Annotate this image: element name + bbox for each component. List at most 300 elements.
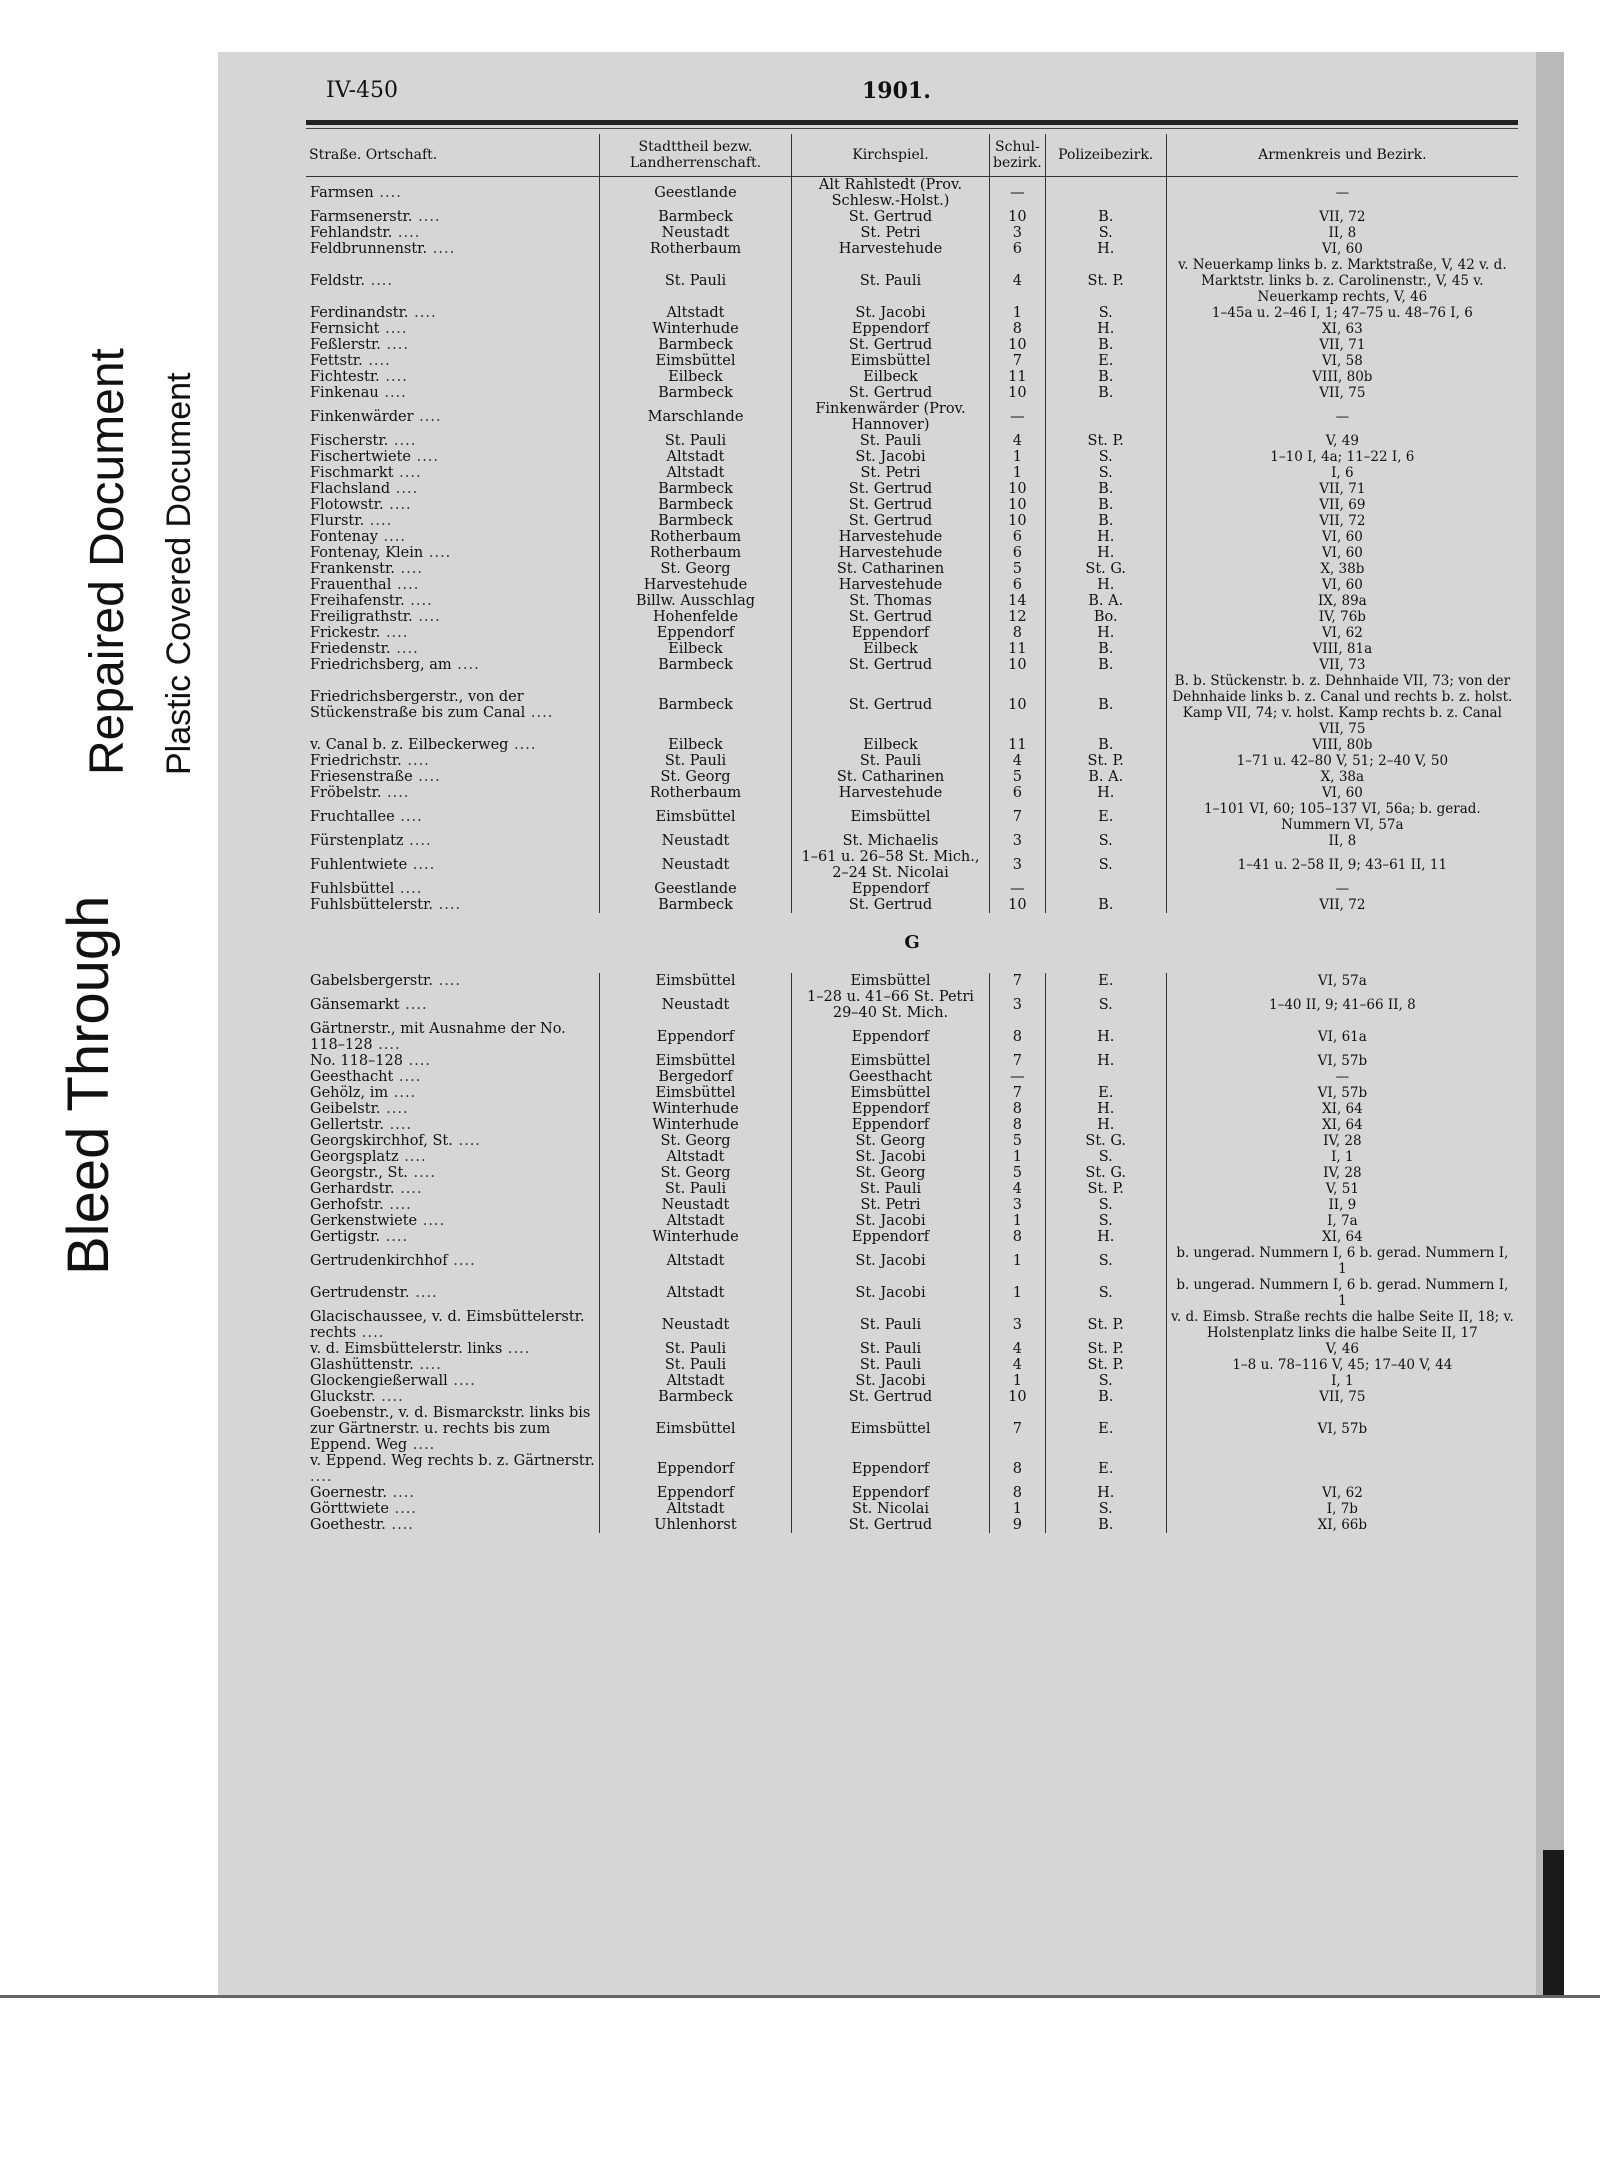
parish: Eppendorf bbox=[851, 321, 930, 337]
school-district: 10 bbox=[1008, 481, 1027, 497]
school-district-cell bbox=[990, 1453, 1046, 1485]
district-cell bbox=[600, 545, 792, 561]
school-district-cell bbox=[990, 989, 1046, 1021]
poor-relief-district: IV, 28 bbox=[1323, 1165, 1362, 1181]
poor-relief-district-cell bbox=[1166, 1165, 1518, 1181]
street-name: Gertrudenkirchhof bbox=[310, 1253, 448, 1269]
parish: Eimsbüttel bbox=[850, 809, 931, 825]
poor-relief-district-cell bbox=[1166, 1501, 1518, 1517]
leader-dots: .... bbox=[413, 409, 442, 425]
street-name-cell bbox=[306, 449, 600, 465]
poor-relief-district: XI, 64 bbox=[1322, 1229, 1363, 1245]
district-cell bbox=[600, 385, 792, 401]
poor-relief-district-cell bbox=[1166, 433, 1518, 449]
district: Eimsbüttel bbox=[655, 973, 736, 989]
poor-relief-district-cell bbox=[1166, 1309, 1518, 1341]
street-name-cell bbox=[306, 513, 600, 529]
leader-dots: .... bbox=[393, 465, 422, 481]
leader-dots: .... bbox=[423, 545, 452, 561]
police-district-cell bbox=[1045, 1405, 1166, 1453]
poor-relief-district-cell bbox=[1166, 209, 1518, 225]
district-cell bbox=[600, 973, 792, 989]
poor-relief-district-cell bbox=[1166, 1133, 1518, 1149]
police-district: B. bbox=[1098, 497, 1114, 513]
police-district-cell bbox=[1045, 257, 1166, 305]
school-district-cell bbox=[990, 1053, 1046, 1069]
poor-relief-district-cell bbox=[1166, 625, 1518, 641]
street-name: Fruchtallee bbox=[310, 809, 395, 825]
school-district-cell bbox=[990, 385, 1046, 401]
poor-relief-district: V, 51 bbox=[1325, 1181, 1359, 1197]
police-district-cell bbox=[1045, 641, 1166, 657]
police-district-cell bbox=[1045, 353, 1166, 369]
police-district-cell bbox=[1045, 989, 1166, 1021]
poor-relief-district-cell bbox=[1166, 989, 1518, 1021]
school-district-cell bbox=[990, 241, 1046, 257]
police-district: S. bbox=[1098, 1501, 1113, 1517]
district-cell bbox=[600, 1021, 792, 1053]
police-district-cell bbox=[1045, 737, 1166, 753]
police-district: B. bbox=[1098, 737, 1114, 753]
poor-relief-district-cell bbox=[1166, 641, 1518, 657]
parish: Harvestehude bbox=[838, 545, 943, 561]
district-cell bbox=[600, 1101, 792, 1117]
table-row bbox=[306, 257, 1518, 305]
school-district: 10 bbox=[1008, 897, 1027, 913]
parish: Eppendorf bbox=[851, 1229, 930, 1245]
school-district-cell bbox=[990, 305, 1046, 321]
table-row bbox=[306, 1485, 1518, 1501]
district-cell bbox=[600, 897, 792, 913]
district-cell bbox=[600, 801, 792, 833]
poor-relief-district: I, 1 bbox=[1331, 1149, 1354, 1165]
district: St. Georg bbox=[660, 769, 731, 785]
street-name-cell bbox=[306, 609, 600, 625]
street-name: Fischmarkt bbox=[310, 465, 394, 481]
police-district-cell bbox=[1045, 449, 1166, 465]
parish-cell bbox=[792, 561, 990, 577]
parish: St. Gertrud bbox=[848, 513, 933, 529]
parish-cell bbox=[792, 321, 990, 337]
parish-cell bbox=[792, 1245, 990, 1277]
parish-cell bbox=[792, 353, 990, 369]
table-row bbox=[306, 225, 1518, 241]
parish-cell bbox=[792, 577, 990, 593]
poor-relief-district: b. ungerad. Nummern I, 6 b. gerad. Nummern I, 1 bbox=[1176, 1277, 1509, 1309]
district-cell bbox=[600, 401, 792, 433]
school-district-cell bbox=[990, 1197, 1046, 1213]
table-row bbox=[306, 577, 1518, 593]
police-district: B. bbox=[1098, 697, 1114, 713]
poor-relief-district: VI, 57b bbox=[1317, 1053, 1368, 1069]
poor-relief-district-cell bbox=[1166, 369, 1518, 385]
page-edge bbox=[1536, 52, 1564, 1997]
poor-relief-district: — bbox=[1335, 881, 1350, 897]
poor-relief-district: XI, 64 bbox=[1322, 1117, 1363, 1133]
parish-cell bbox=[792, 1405, 990, 1453]
district: St. Pauli bbox=[664, 1357, 727, 1373]
police-district: B. bbox=[1098, 209, 1114, 225]
district-cell bbox=[600, 1117, 792, 1133]
school-district: 10 bbox=[1008, 497, 1027, 513]
school-district-cell bbox=[990, 1357, 1046, 1373]
table-row bbox=[306, 609, 1518, 625]
district-cell bbox=[600, 337, 792, 353]
district-cell bbox=[600, 177, 792, 210]
police-district-cell bbox=[1045, 1453, 1166, 1485]
school-district-cell bbox=[990, 529, 1046, 545]
school-district: 4 bbox=[1012, 1181, 1022, 1197]
district-cell bbox=[600, 369, 792, 385]
table-row bbox=[306, 1085, 1518, 1101]
street-name-cell bbox=[306, 657, 600, 673]
poor-relief-district: VII, 75 bbox=[1319, 1389, 1366, 1405]
police-district: St. P. bbox=[1087, 433, 1124, 449]
parish-cell bbox=[792, 1229, 990, 1245]
table-row bbox=[306, 321, 1518, 337]
street-name-cell bbox=[306, 1085, 600, 1101]
street-name-cell bbox=[306, 353, 600, 369]
table-row bbox=[306, 209, 1518, 225]
street-name-cell bbox=[306, 1357, 600, 1373]
police-district-cell bbox=[1045, 1101, 1166, 1117]
parish-cell bbox=[792, 1117, 990, 1133]
district: St. Pauli bbox=[664, 433, 727, 449]
leader-dots: .... bbox=[407, 1165, 436, 1181]
district: Eppendorf bbox=[656, 625, 735, 641]
district: Eimsbüttel bbox=[655, 809, 736, 825]
school-district-cell bbox=[990, 1181, 1046, 1197]
street-name-cell bbox=[306, 1485, 600, 1501]
parish: St. Pauli bbox=[859, 1317, 922, 1333]
school-district-cell bbox=[990, 545, 1046, 561]
district-cell bbox=[600, 1517, 792, 1533]
street-name-cell bbox=[306, 1213, 600, 1229]
header-rule bbox=[306, 120, 1518, 125]
school-district: 1 bbox=[1012, 465, 1022, 481]
poor-relief-district: VI, 60 bbox=[1321, 241, 1363, 257]
police-district-cell bbox=[1045, 225, 1166, 241]
table-row bbox=[306, 1149, 1518, 1165]
parish-cell bbox=[792, 1213, 990, 1229]
parish: Eppendorf bbox=[851, 1485, 930, 1501]
district-cell bbox=[600, 1229, 792, 1245]
section-letter-row bbox=[306, 913, 1518, 973]
poor-relief-district-cell bbox=[1166, 737, 1518, 753]
street-name-cell bbox=[306, 1309, 600, 1341]
street-name: Frankenstr. bbox=[310, 561, 395, 577]
police-district: H. bbox=[1097, 321, 1115, 337]
leader-dots: .... bbox=[399, 997, 428, 1013]
parish: 1–28 u. 41–66 St. Petri 29–40 St. Mich. bbox=[807, 989, 974, 1021]
district-cell bbox=[600, 1069, 792, 1085]
poor-relief-district-cell bbox=[1166, 1053, 1518, 1069]
police-district-cell bbox=[1045, 321, 1166, 337]
school-district: 11 bbox=[1008, 369, 1027, 385]
poor-relief-district-cell bbox=[1166, 1485, 1518, 1501]
street-name: Gabelsbergerstr. bbox=[310, 973, 433, 989]
street-name-cell bbox=[306, 801, 600, 833]
police-district: H. bbox=[1097, 1101, 1115, 1117]
street-name-cell bbox=[306, 1389, 600, 1405]
police-district-cell bbox=[1045, 1357, 1166, 1373]
parish-cell bbox=[792, 481, 990, 497]
leader-dots: .... bbox=[375, 1389, 404, 1405]
street-name-cell bbox=[306, 897, 600, 913]
parish-cell bbox=[792, 1053, 990, 1069]
table-row bbox=[306, 1389, 1518, 1405]
school-district-cell bbox=[990, 833, 1046, 849]
school-district: 10 bbox=[1008, 1389, 1027, 1405]
district: Barmbeck bbox=[658, 1389, 733, 1405]
poor-relief-district-cell bbox=[1166, 177, 1518, 210]
parish-cell bbox=[792, 1517, 990, 1533]
street-name: Ferdinandstr. bbox=[310, 305, 409, 321]
street-name-cell bbox=[306, 241, 600, 257]
street-name: v. Canal b. z. Eilbeckerweg bbox=[310, 737, 509, 753]
poor-relief-district-cell bbox=[1166, 1357, 1518, 1373]
parish: Harvestehude bbox=[838, 577, 943, 593]
street-name-cell bbox=[306, 385, 600, 401]
leader-dots: .... bbox=[310, 1469, 333, 1485]
school-district-cell bbox=[990, 657, 1046, 673]
table-row bbox=[306, 545, 1518, 561]
leader-dots: .... bbox=[390, 481, 419, 497]
street-name: Gertrudenstr. bbox=[310, 1285, 410, 1301]
district: Barmbeck bbox=[658, 513, 733, 529]
poor-relief-district-cell bbox=[1166, 769, 1518, 785]
parish-cell bbox=[792, 401, 990, 433]
school-district-cell bbox=[990, 1117, 1046, 1133]
district: St. Georg bbox=[660, 1133, 731, 1149]
police-district: B. bbox=[1098, 513, 1114, 529]
police-district: St. P. bbox=[1087, 1317, 1124, 1333]
parish: St. Jacobi bbox=[855, 305, 926, 321]
parish: St. Jacobi bbox=[855, 1149, 926, 1165]
street-name-cell bbox=[306, 1277, 600, 1309]
police-district-cell bbox=[1045, 465, 1166, 481]
street-name-cell bbox=[306, 529, 600, 545]
table-row bbox=[306, 497, 1518, 513]
police-district-cell bbox=[1045, 753, 1166, 769]
school-district-cell bbox=[990, 785, 1046, 801]
table-row bbox=[306, 241, 1518, 257]
street-name: Finkenwärder bbox=[310, 409, 414, 425]
table-row bbox=[306, 1501, 1518, 1517]
district-cell bbox=[600, 561, 792, 577]
leader-dots: .... bbox=[356, 1325, 385, 1341]
parish-cell bbox=[792, 1357, 990, 1373]
poor-relief-district-cell bbox=[1166, 1341, 1518, 1357]
street-name: Friedenstr. bbox=[310, 641, 391, 657]
district: Neustadt bbox=[661, 857, 730, 873]
district: Eilbeck bbox=[668, 737, 723, 753]
poor-relief-district: b. ungerad. Nummern I, 6 b. gerad. Nummern I, 1 bbox=[1176, 1245, 1509, 1277]
leader-dots: .... bbox=[410, 449, 440, 465]
police-district: B. bbox=[1098, 369, 1114, 385]
police-district: S. bbox=[1098, 465, 1113, 481]
school-district-cell bbox=[990, 1165, 1046, 1181]
police-district: H. bbox=[1097, 1029, 1115, 1045]
district: Altstadt bbox=[666, 305, 725, 321]
police-district: H. bbox=[1097, 1117, 1115, 1133]
parish-cell bbox=[792, 609, 990, 625]
street-name: Friesenstraße bbox=[310, 769, 413, 785]
poor-relief-district: VI, 60 bbox=[1321, 529, 1363, 545]
school-district: 8 bbox=[1012, 1117, 1022, 1133]
parish-cell bbox=[792, 337, 990, 353]
police-district-cell bbox=[1045, 849, 1166, 881]
leader-dots: .... bbox=[380, 625, 409, 641]
police-district-cell bbox=[1045, 1245, 1166, 1277]
police-district: H. bbox=[1097, 577, 1115, 593]
district: Barmbeck bbox=[658, 697, 733, 713]
parish: St. Georg bbox=[855, 1133, 926, 1149]
school-district-cell bbox=[990, 401, 1046, 433]
parish: Eimsbüttel bbox=[850, 1085, 931, 1101]
school-district: 5 bbox=[1012, 1165, 1022, 1181]
district-cell bbox=[600, 225, 792, 241]
district-cell bbox=[600, 1501, 792, 1517]
street-name-cell bbox=[306, 625, 600, 641]
table-row bbox=[306, 833, 1518, 849]
district: Altstadt bbox=[666, 1149, 725, 1165]
school-district-cell bbox=[990, 1373, 1046, 1389]
street-name-cell bbox=[306, 881, 600, 897]
district: Eppendorf bbox=[656, 1461, 735, 1477]
leader-dots: .... bbox=[447, 1373, 476, 1389]
poor-relief-district: I, 6 bbox=[1331, 465, 1354, 481]
police-district: E. bbox=[1098, 1085, 1114, 1101]
district: Billw. Ausschlag bbox=[635, 593, 756, 609]
street-name-cell bbox=[306, 1101, 600, 1117]
leader-dots: .... bbox=[388, 1085, 417, 1101]
parish: St. Petri bbox=[860, 225, 921, 241]
school-district: 1 bbox=[1012, 449, 1022, 465]
table-row bbox=[306, 973, 1518, 989]
district: Neustadt bbox=[661, 833, 730, 849]
street-name: Farmsen bbox=[310, 185, 374, 201]
poor-relief-district: 1–40 II, 9; 41–66 II, 8 bbox=[1268, 997, 1416, 1013]
school-district: 8 bbox=[1012, 625, 1022, 641]
header-police-district: Polizeibezirk. bbox=[1045, 134, 1166, 177]
police-district: S. bbox=[1098, 833, 1113, 849]
police-district: S. bbox=[1098, 225, 1113, 241]
parish: St. Pauli bbox=[859, 753, 922, 769]
police-district: B. bbox=[1098, 641, 1114, 657]
table-row bbox=[306, 305, 1518, 321]
school-district: 4 bbox=[1012, 273, 1022, 289]
poor-relief-district: 1–71 u. 42–80 V, 51; 2–40 V, 50 bbox=[1236, 753, 1449, 769]
district-cell bbox=[600, 449, 792, 465]
street-name-cell bbox=[306, 545, 600, 561]
poor-relief-district: VII, 72 bbox=[1319, 513, 1366, 529]
page-edge-shadow bbox=[1543, 1850, 1564, 1997]
school-district-cell bbox=[990, 801, 1046, 833]
school-district-cell bbox=[990, 1069, 1046, 1085]
street-name-cell bbox=[306, 465, 600, 481]
district: Eimsbüttel bbox=[655, 1053, 736, 1069]
police-district: H. bbox=[1097, 241, 1115, 257]
police-district-cell bbox=[1045, 1277, 1166, 1309]
police-district-cell bbox=[1045, 1117, 1166, 1133]
street-name-cell bbox=[306, 1517, 600, 1533]
district: Hohenfelde bbox=[652, 609, 739, 625]
police-district-cell bbox=[1045, 369, 1166, 385]
poor-relief-district-cell bbox=[1166, 353, 1518, 369]
district: St. Pauli bbox=[664, 1181, 727, 1197]
leader-dots: .... bbox=[391, 577, 420, 593]
poor-relief-district-cell bbox=[1166, 1229, 1518, 1245]
parish: St. Jacobi bbox=[855, 1285, 926, 1301]
leader-dots: .... bbox=[373, 185, 402, 201]
poor-relief-district: I, 1 bbox=[1331, 1373, 1354, 1389]
parish-cell bbox=[792, 1069, 990, 1085]
police-district-cell bbox=[1045, 1309, 1166, 1341]
parish-cell bbox=[792, 545, 990, 561]
poor-relief-district-cell bbox=[1166, 321, 1518, 337]
table-header-row bbox=[306, 134, 1518, 177]
police-district-cell bbox=[1045, 1021, 1166, 1053]
school-district-cell bbox=[990, 481, 1046, 497]
school-district: 11 bbox=[1008, 641, 1027, 657]
poor-relief-district-cell bbox=[1166, 973, 1518, 989]
school-district: 7 bbox=[1012, 1421, 1022, 1437]
parish-cell bbox=[792, 1181, 990, 1197]
parish: St. Gertrud bbox=[848, 609, 933, 625]
poor-relief-district-cell bbox=[1166, 1517, 1518, 1533]
street-name-cell bbox=[306, 433, 600, 449]
police-district-cell bbox=[1045, 973, 1166, 989]
school-district-cell bbox=[990, 449, 1046, 465]
poor-relief-district: 1–8 u. 78–116 V, 45; 17–40 V, 44 bbox=[1232, 1357, 1453, 1373]
parish-cell bbox=[792, 1101, 990, 1117]
poor-relief-district-cell bbox=[1166, 1021, 1518, 1053]
school-district: 7 bbox=[1012, 809, 1022, 825]
poor-relief-district: 1–45a u. 2–46 I, 1; 47–75 u. 48–76 I, 6 bbox=[1211, 305, 1473, 321]
leader-dots: .... bbox=[377, 529, 406, 545]
school-district-cell bbox=[990, 337, 1046, 353]
parish-cell bbox=[792, 497, 990, 513]
police-district-cell bbox=[1045, 385, 1166, 401]
street-name-cell bbox=[306, 401, 600, 433]
district: Rotherbaum bbox=[649, 241, 742, 257]
police-district-cell bbox=[1045, 529, 1166, 545]
district-cell bbox=[600, 785, 792, 801]
police-district-cell bbox=[1045, 561, 1166, 577]
district-cell bbox=[600, 1053, 792, 1069]
leader-dots: .... bbox=[386, 1485, 416, 1501]
poor-relief-district-cell bbox=[1166, 897, 1518, 913]
school-district-cell bbox=[990, 609, 1046, 625]
street-name-cell bbox=[306, 753, 600, 769]
police-district: H. bbox=[1097, 785, 1115, 801]
leader-dots: .... bbox=[432, 973, 462, 989]
police-district: Bo. bbox=[1093, 609, 1118, 625]
street-name: Glashüttenstr. bbox=[310, 1357, 414, 1373]
poor-relief-district: VII, 71 bbox=[1319, 481, 1366, 497]
school-district-cell bbox=[990, 257, 1046, 305]
leader-dots: .... bbox=[398, 1149, 427, 1165]
district: Winterhude bbox=[652, 1229, 739, 1245]
street-name-cell bbox=[306, 1021, 600, 1053]
school-district-cell bbox=[990, 769, 1046, 785]
police-district: B. bbox=[1098, 337, 1114, 353]
street-name: Goethestr. bbox=[310, 1517, 386, 1533]
parish-cell bbox=[792, 241, 990, 257]
leader-dots: .... bbox=[508, 737, 537, 753]
police-district-cell bbox=[1045, 1213, 1166, 1229]
